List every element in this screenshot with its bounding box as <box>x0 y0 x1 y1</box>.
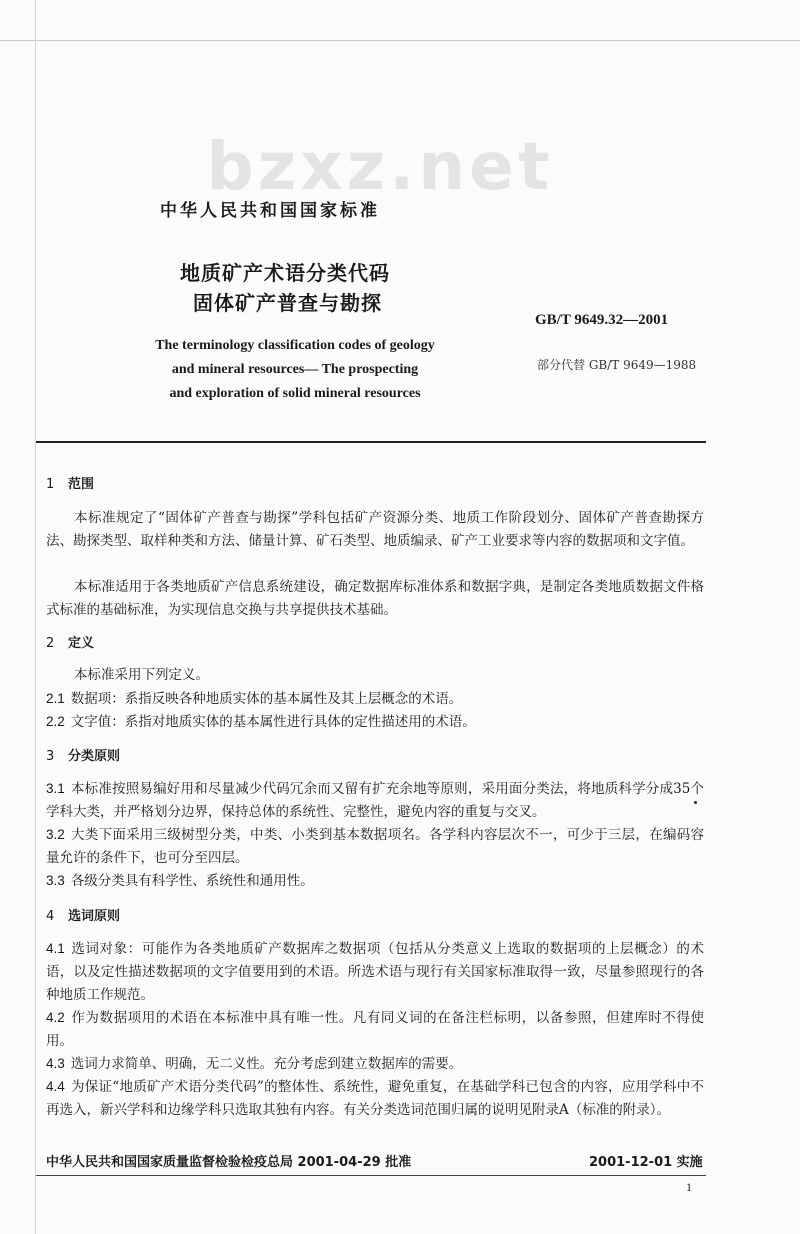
clause-text: 作为数据项用的术语在本标准中具有唯一性。凡有同义词的在备注栏标明，以备参照，但建库时不得使用。 <box>46 1010 704 1049</box>
section-title: 定义 <box>68 636 95 651</box>
section-title: 选词原则 <box>68 909 121 924</box>
standard-organization: 中华人民共和国国家标准 <box>160 201 380 221</box>
section-number: 1 <box>46 477 55 492</box>
clause-3-2 <box>46 823 704 870</box>
clause-number: 4.2 <box>46 1010 65 1025</box>
clause-4-3 <box>46 1052 704 1076</box>
page-number: 1 <box>686 1180 692 1194</box>
section-number: 2 <box>46 636 55 651</box>
watermark: bzxz.net <box>206 128 554 205</box>
clause-4-1 <box>46 937 704 1007</box>
title-english <box>130 334 460 406</box>
scan-edge-left <box>35 0 36 1234</box>
effective-date: 2001-12-01 实施 <box>589 1155 703 1170</box>
clause-number: 2.1 <box>46 691 65 706</box>
section-4-heading <box>46 905 120 924</box>
section-title: 范围 <box>68 477 95 492</box>
section-1-paragraph-1: 本标准规定了“固体矿产普查与勘探”学科包括矿产资源分类、地质工作阶段划分、固体矿产普查勘探方法、勘探类型、取样种类和方法、储量计算、矿石类型、地质编录、矿产工业要求等内容的数据项和文字值。 <box>46 510 704 549</box>
clause-text: 选词对象：可能作为各类地质矿产数据库之数据项（包括从分类意义上选取的数据项的上层概念）的术语，以及定性描述数据项的文字值要用到的术语。所选术语与现行有关国家标准取得一致，尽量参照现行的各种地质工作规范。 <box>46 941 704 1003</box>
clause-4-2 <box>46 1006 704 1053</box>
title-english-line-3: and exploration of solid mineral resources <box>169 386 421 401</box>
standard-number: GB/T 9649.32—2001 <box>535 312 669 328</box>
scan-speck <box>694 801 697 804</box>
clause-text: 为保证“地质矿产术语分类代码”的整体性、系统性，避免重复，在基础学科已包含的内容，应用学科中不再选入，新兴学科和边缘学科只选取其独有内容。有关分类选词范围归属的说明见附录A（标准的附录）。 <box>46 1079 704 1118</box>
clause-3-3 <box>46 869 704 893</box>
section-title: 分类原则 <box>68 749 121 764</box>
title-english-line-2: and mineral resources— The prospecting <box>171 362 419 377</box>
section-2-paragraph-1: 本标准采用下列定义。 <box>74 667 209 683</box>
section-2-heading <box>46 632 94 651</box>
clause-number: 4.3 <box>46 1056 65 1071</box>
title-chinese-line-2: 固体矿产普查与勘探 <box>193 291 382 315</box>
header-divider <box>36 441 706 443</box>
clause-text: 选词力求简单、明确，无二义性。充分考虑到建立数据库的需要。 <box>70 1056 463 1072</box>
title-chinese-line-1: 地质矿产术语分类代码 <box>180 261 390 285</box>
replaces-note: 部分代替 GB/T 9649—1988 <box>537 358 697 372</box>
clause-number: 3.1 <box>46 781 65 796</box>
section-number: 4 <box>46 909 55 924</box>
scan-edge-top <box>0 40 800 41</box>
section-3-heading <box>46 745 120 764</box>
clause-text: 本标准按照易编好用和尽量减少代码冗余而又留有扩充余地等原则，采用面分类法，将地质科学分成35个学科大类，并严格划分边界，保持总体的系统性、完整性，避免内容的重复与交叉。 <box>46 781 704 820</box>
clause-text: 大类下面采用三级树型分类，中类、小类到基本数据项名。各学科内容层次不一，可少于三层，在编码容量允许的条件下，也可分至四层。 <box>46 827 704 866</box>
footer-divider <box>36 1175 706 1176</box>
section-1-paragraph-2: 本标准适用于各类地质矿产信息系统建设，确定数据库标准体系和数据字典，是制定各类地质数据文件格式标准的基础标准，为实现信息交换与共享提供技术基础。 <box>46 579 704 618</box>
title-chinese <box>180 258 390 318</box>
title-english-line-1: The terminology classification codes of geology <box>155 338 435 353</box>
approval-statement: 中华人民共和国国家质量监督检验检疫总局 2001-04-29 批准 <box>46 1155 412 1170</box>
clause-4-4 <box>46 1075 704 1122</box>
clause-number: 4.1 <box>46 941 65 956</box>
clause-number: 2.2 <box>46 714 65 729</box>
clause-number: 4.4 <box>46 1079 65 1094</box>
section-1-heading <box>46 473 94 492</box>
clause-2-1 <box>46 687 704 711</box>
clause-2-2 <box>46 710 704 734</box>
clause-text: 文字值：系指对地质实体的基本属性进行具体的定性描述用的术语。 <box>70 714 476 730</box>
clause-number: 3.2 <box>46 827 65 842</box>
clause-number: 3.3 <box>46 873 65 888</box>
clause-text: 数据项：系指反映各种地质实体的基本属性及其上层概念的术语。 <box>70 691 463 707</box>
clause-text: 各级分类具有科学性、系统性和通用性。 <box>70 873 314 889</box>
clause-3-1 <box>46 777 704 824</box>
section-number: 3 <box>46 749 55 764</box>
